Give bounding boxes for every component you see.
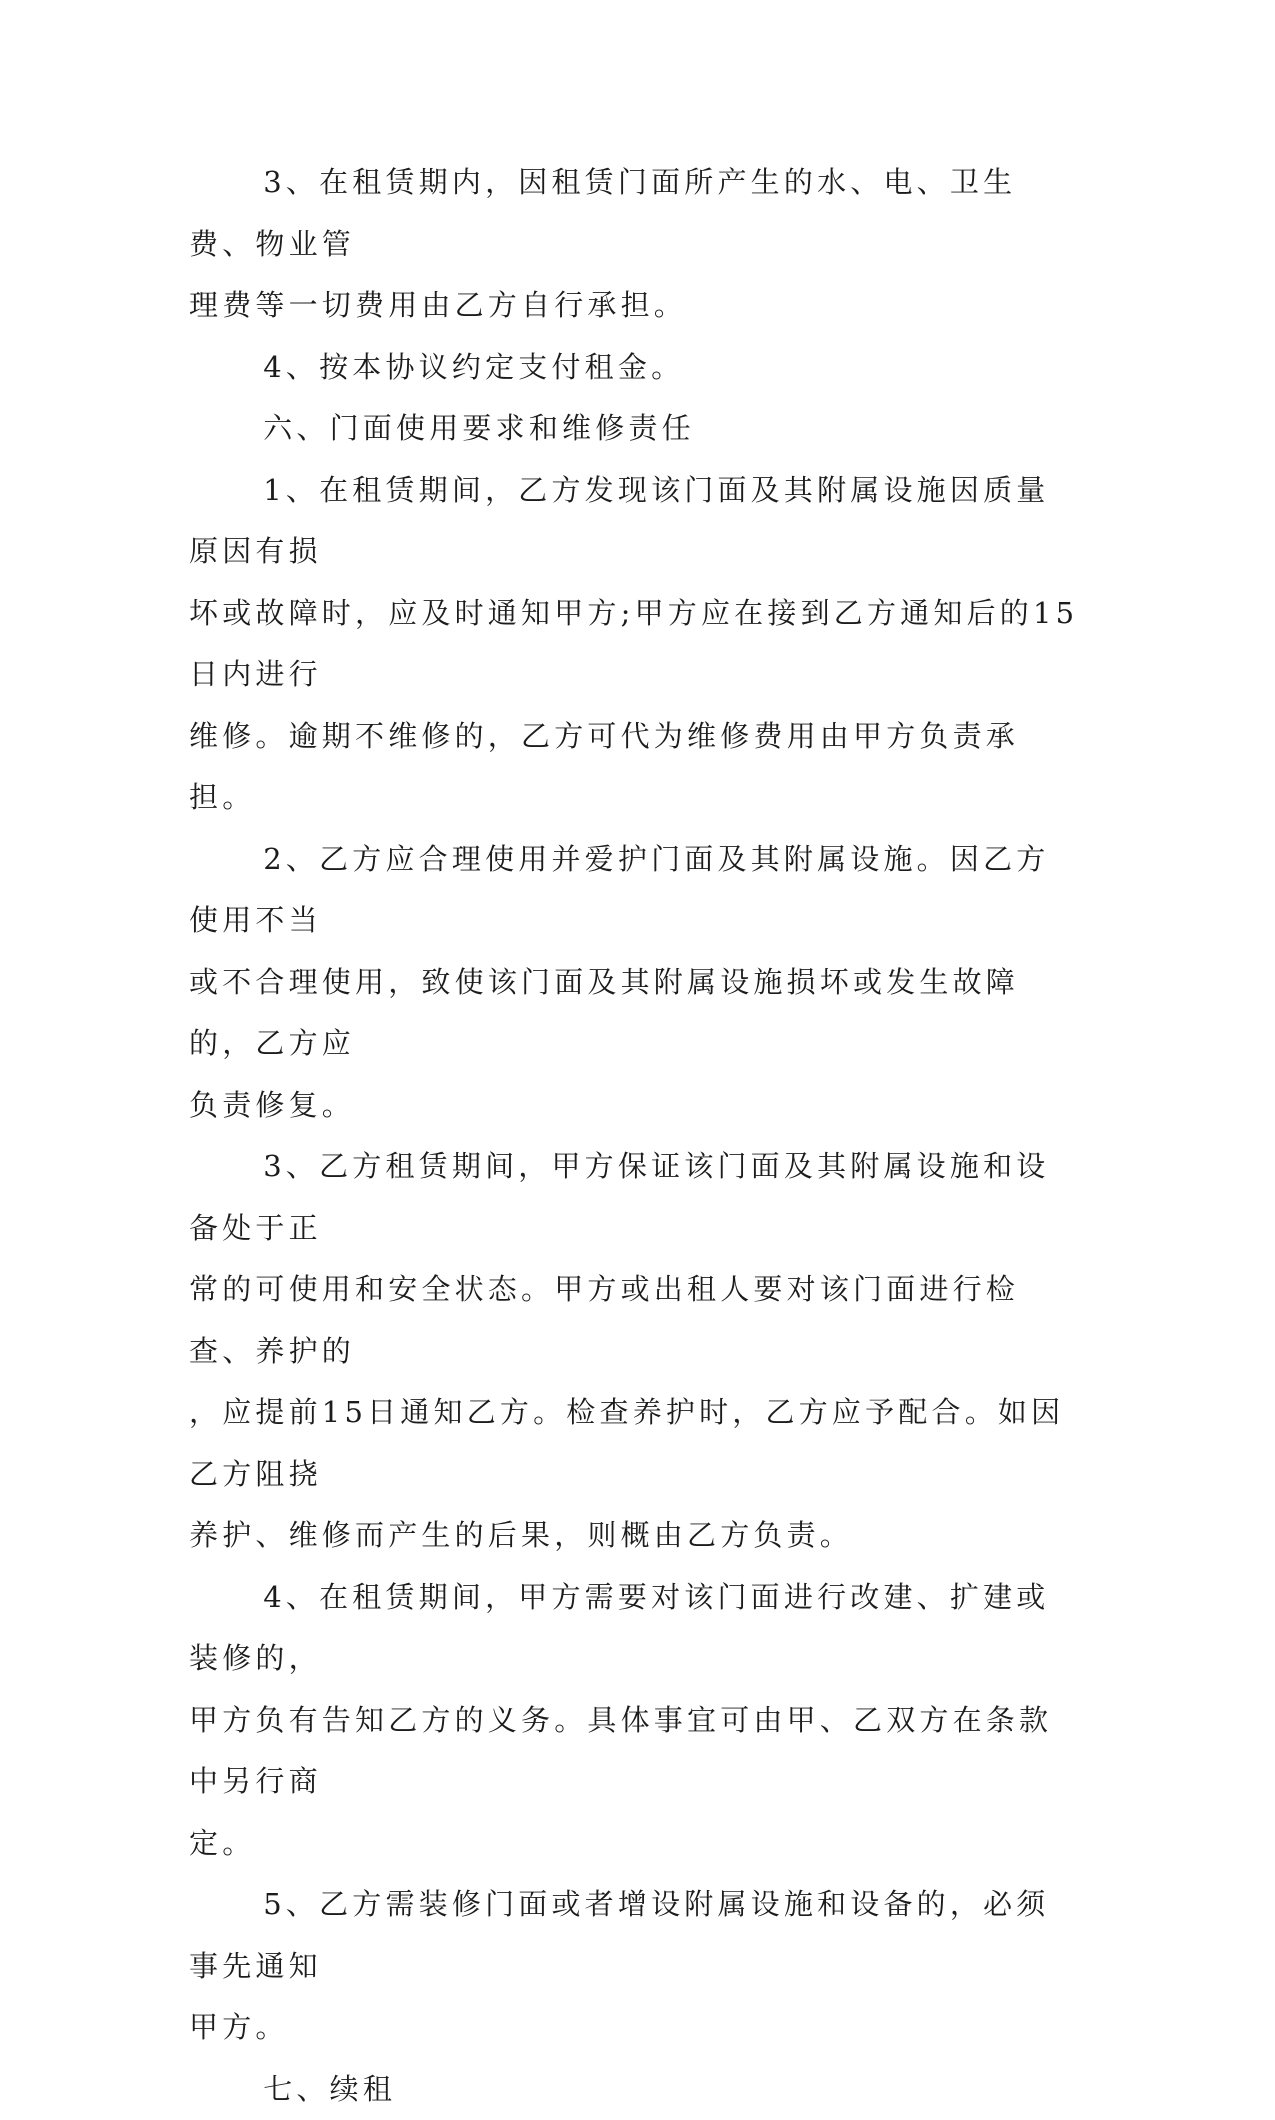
section-heading-usage-and-maintenance: 六、门面使用要求和维修责任 (189, 398, 1081, 460)
paragraph-utilities-clause: 3、在租赁期内，因租赁门面所产生的水、电、卫生费、物业管 理费等一切费用由乙方自行承担。 (189, 152, 1081, 337)
paragraph-tenant-renovation-clause: 5、乙方需装修门面或者增设附属设施和设备的，必须事先通知 甲方。 (189, 1874, 1081, 2059)
document-body (189, 152, 1081, 2120)
section-heading-lease-renewal: 七、续租 (189, 2059, 1081, 2120)
paragraph-repair-notice-clause: 1、在租赁期间，乙方发现该门面及其附属设施因质量原因有损 坏或故障时，应及时通知甲方;甲方应在接到乙方通知后的15日内进行 维修。逾期不维修的，乙方可代为维修费用由甲方负责承担。 (189, 460, 1081, 829)
paragraph-renovation-notice-clause: 4、在租赁期间，甲方需要对该门面进行改建、扩建或装修的， 甲方负有告知乙方的义务。具体事宜可由甲、乙双方在条款中另行商 定。 (189, 1567, 1081, 1875)
paragraph-safety-inspection-clause: 3、乙方租赁期间，甲方保证该门面及其附属设施和设备处于正 常的可使用和安全状态。甲方或出租人要对该门面进行检查、养护的 ，应提前15日通知乙方。检查养护时，乙方应予配合。如因乙方阻挠 养护、维修而产生的后果，则概由乙方负责。 (189, 1136, 1081, 1567)
paragraph-proper-use-clause: 2、乙方应合理使用并爱护门面及其附属设施。因乙方使用不当 或不合理使用，致使该门面及其附属设施损坏或发生故障的，乙方应 负责修复。 (189, 829, 1081, 1137)
paragraph-rent-payment-clause: 4、按本协议约定支付租金。 (189, 337, 1081, 399)
